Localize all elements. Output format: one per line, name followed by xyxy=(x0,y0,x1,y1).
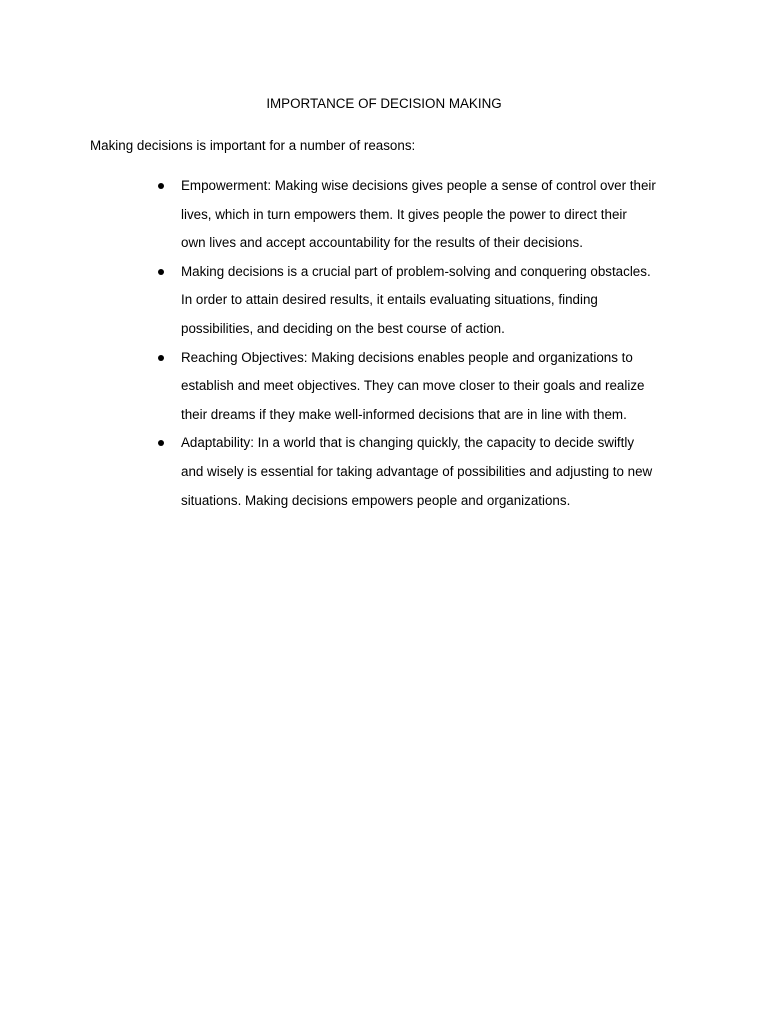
list-item-line: establish and meet objectives. They can move closer to their goals and realize xyxy=(181,378,645,394)
list-item xyxy=(0,258,681,344)
list-item xyxy=(0,172,681,258)
bullet-icon xyxy=(158,269,164,275)
list-item-line: and wisely is essential for taking advantage of possibilities and adjusting to new xyxy=(181,463,653,479)
bullet-icon xyxy=(158,355,164,361)
bullet-icon xyxy=(158,440,164,446)
list-item-line: In order to attain desired results, it entails evaluating situations, finding xyxy=(181,292,598,308)
list-item-line: own lives and accept accountability for the results of their decisions. xyxy=(181,235,583,251)
list-item xyxy=(0,344,681,430)
bullet-list xyxy=(0,172,768,515)
list-item-line: Adaptability: In a world that is changing quickly, the capacity to decide swiftly xyxy=(181,435,635,451)
list-item-line: lives, which in turn empowers them. It gives people the power to direct their xyxy=(181,206,627,222)
intro-paragraph: Making decisions is important for a number of reasons: xyxy=(90,138,416,153)
document-title: IMPORTANCE OF DECISION MAKING xyxy=(266,96,502,111)
list-item xyxy=(0,429,681,515)
bullet-icon xyxy=(158,183,164,189)
list-item-line: possibilities, and deciding on the best course of action. xyxy=(181,320,505,336)
list-item-line: Empowerment: Making wise decisions gives people a sense of control over their xyxy=(181,178,656,193)
list-item-line: Making decisions is a crucial part of problem-solving and conquering obstacles. xyxy=(181,263,651,279)
list-item-line: Reaching Objectives: Making decisions enables people and organizations to xyxy=(181,349,633,365)
list-item-line: their dreams if they make well-informed decisions that are in line with them. xyxy=(181,406,627,422)
list-item-line: situations. Making decisions empowers people and organizations. xyxy=(181,492,571,508)
